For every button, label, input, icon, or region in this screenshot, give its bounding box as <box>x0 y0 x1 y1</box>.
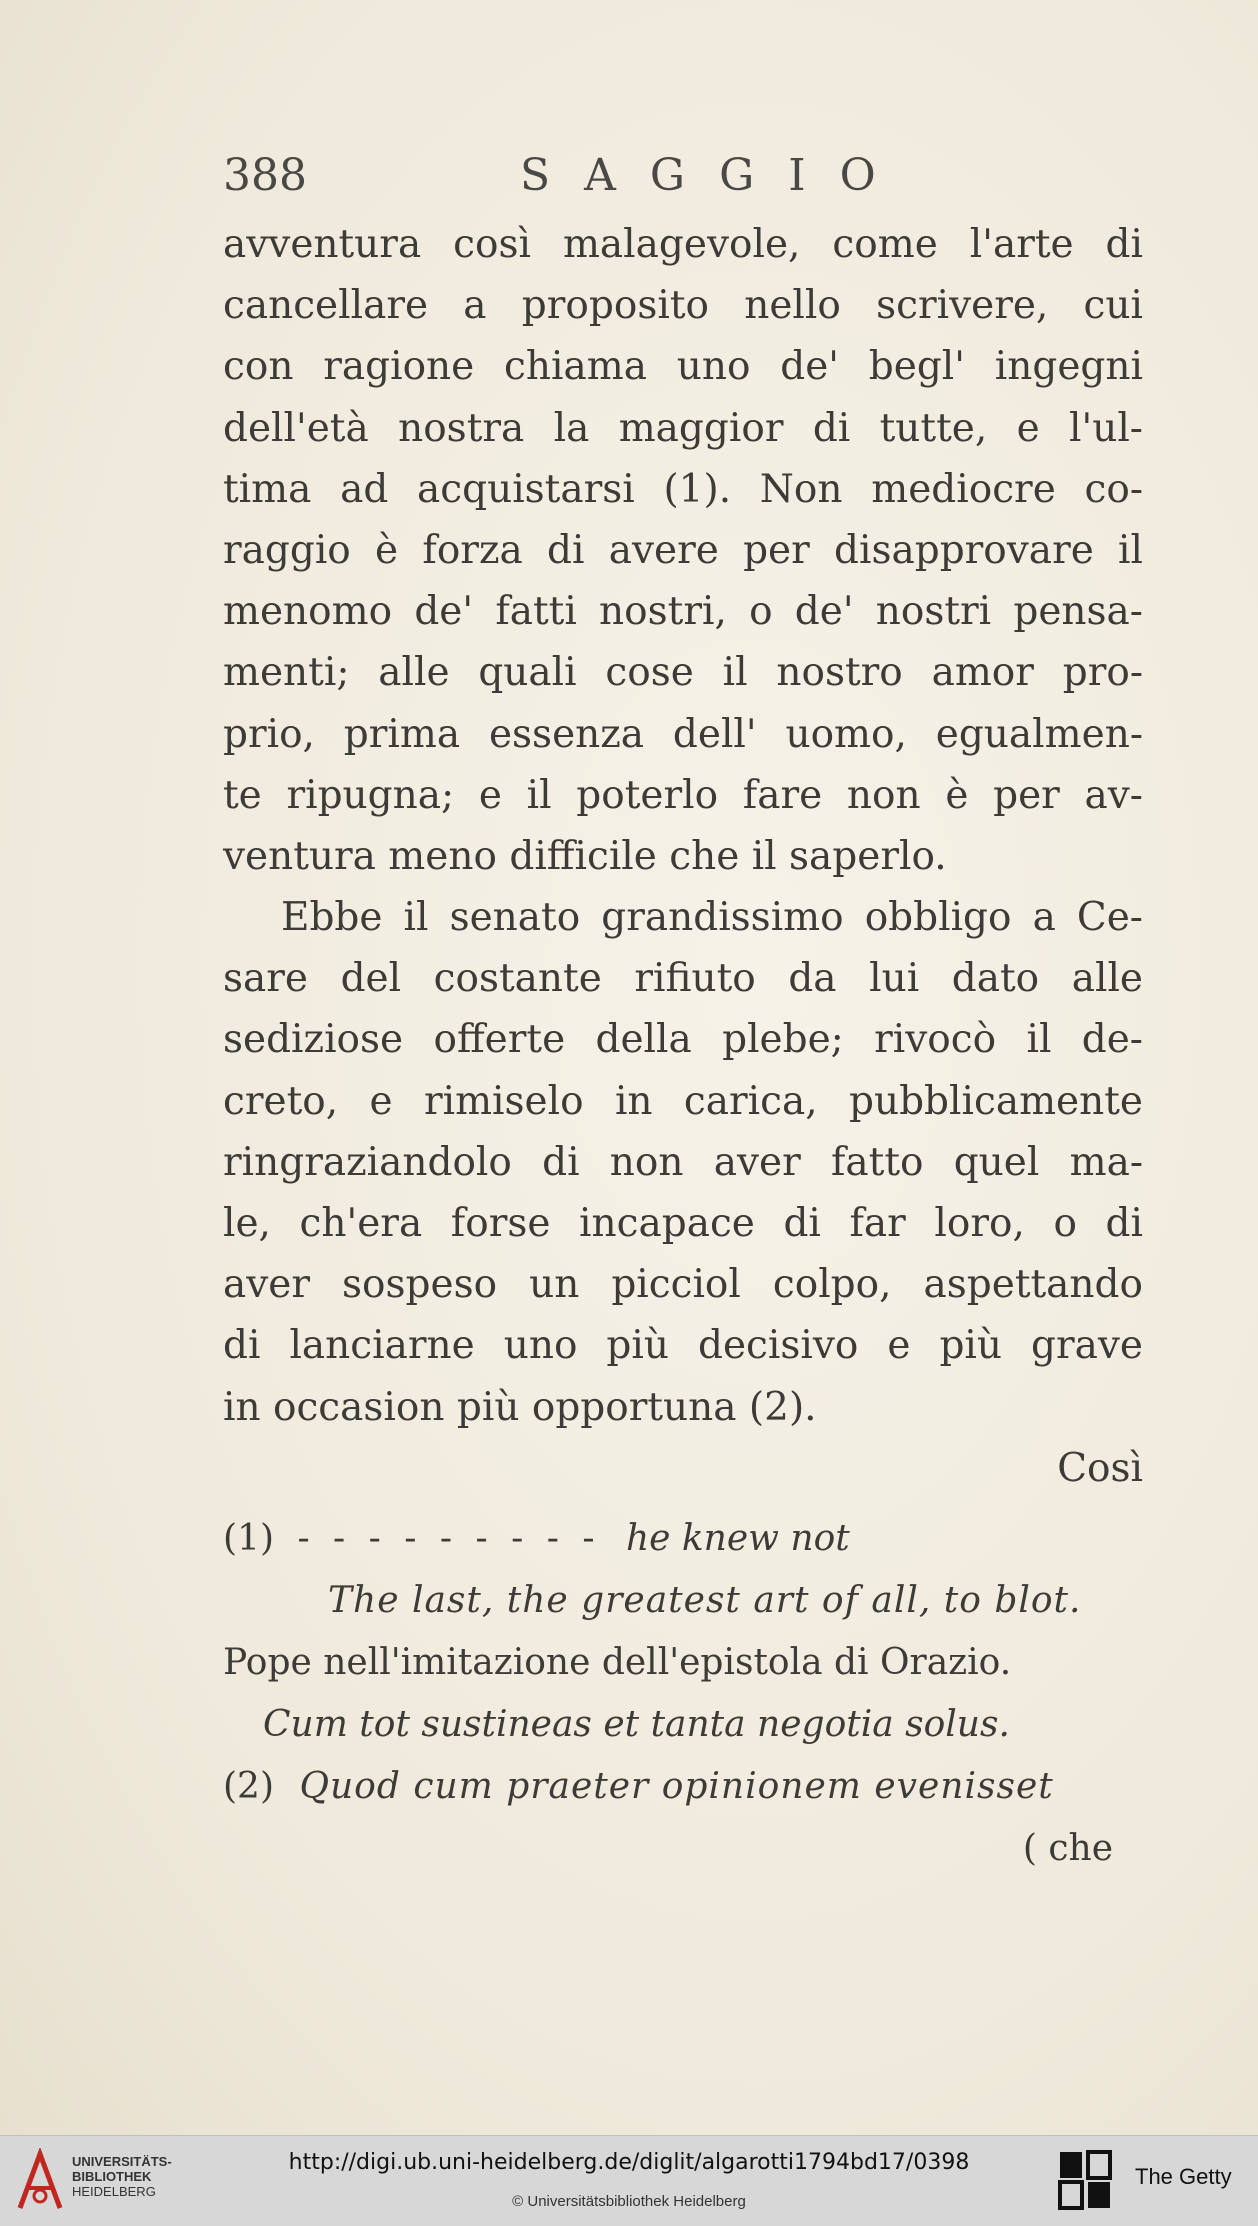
page-header <box>223 150 1123 210</box>
page-number: 388 <box>223 150 307 201</box>
body-line: te ripugna; e il poterlo fare non è per av- <box>223 772 1143 818</box>
getty-name: The Getty <box>1135 2164 1232 2189</box>
body-line: dell'età nostra la maggior di tutte, e l'ul- <box>223 405 1143 451</box>
body-line: le, ch'era forse incapace di far loro, o di <box>223 1201 1143 1246</box>
body-line: creto, e rimiselo in carica, pubblicamente <box>223 1078 1143 1124</box>
body-text <box>223 214 1143 1499</box>
footnote-1-line <box>223 1508 1143 1570</box>
footnote-2-latin: Quod cum praeter opinionem evenisset <box>299 1766 1054 1807</box>
body-line: ringraziandolo di non aver fatto quel ma- <box>223 1139 1143 1185</box>
footnote-1-marker: (1) <box>223 1518 274 1559</box>
body-line: sare del costante rifiuto da lui dato alle <box>223 956 1143 1002</box>
footnote-1-quote: he knew not <box>625 1518 850 1559</box>
body-line: di lanciarne uno più decisivo e più grave <box>223 1323 1143 1369</box>
footnote-1-verse: The last, the greatest art of all, to blot. <box>328 1580 1082 1621</box>
body-line: ventura meno difficile che il saperlo. <box>223 833 947 879</box>
footnotes <box>223 1508 1143 1880</box>
footnote-2-line <box>223 1756 1143 1818</box>
permalink-url[interactable]: http://digi.ub.uni-heidelberg.de/diglit/algarotti1794bd17/0398 <box>288 2150 970 2175</box>
library-name-line3: HEIDELBERG <box>72 2184 156 2199</box>
body-line: aver sospeso un picciol colpo, aspettando <box>223 1262 1143 1308</box>
body-line: sediziose offerte della plebe; rivocò il de- <box>223 1017 1143 1063</box>
body-line: con ragione chiama uno de' begl' ingegni <box>223 344 1143 390</box>
copyright-notice: © Universitätsbibliothek Heidelberg <box>512 2193 746 2210</box>
viewer-footer <box>0 2135 1258 2226</box>
footnote-1-source: Pope nell'imitazione dell'epistola di Orazio. <box>223 1642 1012 1683</box>
body-line: cancellare a proposito nello scrivere, cui <box>223 283 1143 329</box>
body-line: avventura così malagevole, come l'arte di <box>223 222 1143 267</box>
library-name-line2: BIBLIOTHEK <box>72 2169 152 2184</box>
getty-logo-icon <box>1058 2150 1112 2210</box>
catchword-line: Così <box>1057 1445 1143 1491</box>
footnote-1-latin: Cum tot sustineas et tanta negotia solus. <box>263 1704 1010 1745</box>
footnote-2-marker: (2) <box>223 1766 274 1807</box>
body-line: Ebbe il senato grandissimo obbligo a Ce- <box>281 895 1143 941</box>
body-line: tima ad acquistarsi (1). Non mediocre co- <box>223 466 1143 512</box>
body-line: raggio è forza di avere per disapprovare il <box>223 527 1143 573</box>
body-line: menomo de' fatti nostri, o de' nostri pensa- <box>223 589 1143 635</box>
running-head: SAGGIO <box>520 150 910 201</box>
footnote-1-dashes: - - - - - - - - - <box>297 1518 601 1559</box>
body-line: in occasion più opportuna (2). <box>223 1384 817 1430</box>
body-line: menti; alle quali cose il nostro amor pro- <box>223 650 1143 696</box>
catchword: ( che <box>1022 1828 1113 1869</box>
library-name-line1: UNIVERSITÄTS- <box>72 2154 172 2169</box>
body-line: prio, prima essenza dell' uomo, egualmen- <box>223 711 1143 757</box>
